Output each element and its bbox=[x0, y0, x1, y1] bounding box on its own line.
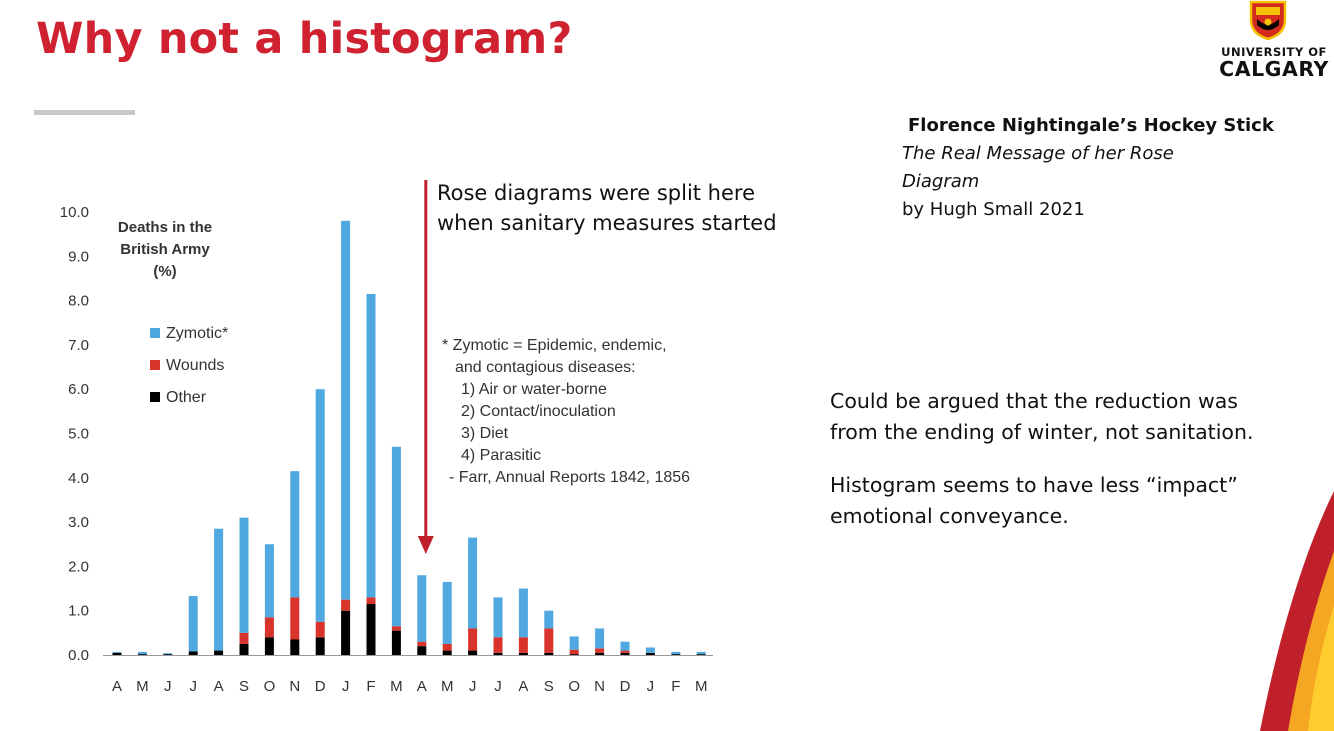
x-tick-label: A bbox=[213, 678, 224, 695]
reference-title: Florence Nightingale’s Hockey Stick bbox=[908, 115, 1274, 136]
bar-zymotic-6 bbox=[265, 544, 274, 617]
university-logo bbox=[1210, 0, 1328, 90]
bar-wounds-10 bbox=[367, 597, 376, 604]
bar-other-14 bbox=[468, 651, 477, 655]
chart-legend bbox=[150, 325, 228, 406]
bar-other-22 bbox=[671, 654, 680, 655]
bar-zymotic-13 bbox=[443, 582, 452, 644]
y-tick-label: 8.0 bbox=[68, 292, 89, 310]
y-tick-label: 3.0 bbox=[68, 514, 89, 532]
bar-wounds-7 bbox=[290, 597, 299, 639]
x-tick-label: A bbox=[518, 678, 529, 695]
bar-other-1 bbox=[138, 654, 147, 655]
bar-wounds-18 bbox=[570, 650, 579, 654]
x-tick-label: J bbox=[189, 678, 197, 695]
logo-line-2: CALGARY bbox=[1219, 57, 1329, 81]
y-tick-label: 4.0 bbox=[68, 469, 89, 487]
bar-wounds-6 bbox=[265, 617, 274, 637]
bar-zymotic-10 bbox=[367, 294, 376, 597]
bar-wounds-12 bbox=[417, 642, 426, 646]
annotation-line: when sanitary measures started bbox=[437, 211, 777, 235]
x-tick-label: J bbox=[164, 678, 172, 695]
bar-other-5 bbox=[240, 644, 249, 655]
x-tick-label: A bbox=[416, 678, 427, 695]
bar-other-10 bbox=[367, 604, 376, 655]
x-tick-label: M bbox=[440, 678, 454, 695]
footnote-line: 3) Diet bbox=[461, 425, 509, 442]
chart-bars bbox=[113, 221, 706, 655]
y-axis bbox=[60, 204, 89, 664]
corner-flame-graphic bbox=[1200, 431, 1334, 731]
bar-other-4 bbox=[214, 651, 223, 655]
x-tick-label: N bbox=[289, 678, 301, 695]
reference-block bbox=[902, 112, 1274, 224]
bar-other-7 bbox=[290, 639, 299, 655]
bar-wounds-11 bbox=[392, 626, 401, 630]
bar-zymotic-22 bbox=[671, 652, 680, 654]
bar-wounds-16 bbox=[519, 637, 528, 653]
bar-zymotic-23 bbox=[697, 652, 706, 654]
bar-wounds-9 bbox=[341, 600, 350, 611]
y-tick-label: 5.0 bbox=[68, 425, 89, 443]
bar-wounds-20 bbox=[621, 651, 630, 653]
crest-icon bbox=[1248, 0, 1288, 40]
chart-title-line-2: British Army bbox=[120, 241, 210, 258]
legend-swatch bbox=[150, 360, 160, 370]
bar-zymotic-16 bbox=[519, 589, 528, 638]
x-tick-label: A bbox=[111, 678, 123, 695]
x-tick-label: J bbox=[646, 678, 655, 695]
x-tick-label: M bbox=[694, 678, 708, 695]
bar-other-11 bbox=[392, 631, 401, 655]
y-tick-label: 6.0 bbox=[68, 381, 89, 399]
x-axis-ticks bbox=[112, 678, 707, 695]
x-tick-label: J bbox=[468, 678, 477, 695]
chart-title bbox=[118, 219, 212, 280]
bar-zymotic-5 bbox=[240, 518, 249, 633]
footnote-line: and contagious diseases: bbox=[455, 359, 636, 376]
bar-wounds-19 bbox=[595, 648, 604, 652]
bar-other-17 bbox=[544, 653, 553, 655]
bar-zymotic-19 bbox=[595, 628, 604, 648]
legend-label: Other bbox=[166, 389, 207, 406]
bar-zymotic-0 bbox=[113, 652, 122, 653]
bar-zymotic-12 bbox=[417, 575, 426, 641]
x-tick-label: J bbox=[494, 678, 502, 695]
bar-wounds-15 bbox=[494, 637, 503, 653]
bar-other-13 bbox=[443, 651, 452, 655]
chart-title-line-3: (%) bbox=[153, 263, 177, 280]
bar-zymotic-9 bbox=[341, 221, 350, 600]
bar-other-15 bbox=[494, 653, 503, 655]
bar-other-0 bbox=[113, 653, 122, 655]
bar-other-6 bbox=[265, 637, 274, 655]
paragraph-1: Could be argued that the reduction was from the ending of winter, not sanitation. bbox=[830, 389, 1254, 444]
x-tick-label: D bbox=[314, 678, 326, 695]
y-tick-label: 0.0 bbox=[68, 647, 89, 664]
x-tick-label: J bbox=[341, 678, 350, 695]
y-tick-label: 9.0 bbox=[68, 248, 89, 266]
bar-zymotic-17 bbox=[544, 611, 553, 629]
bar-other-19 bbox=[595, 653, 604, 655]
y-tick-label: 10.0 bbox=[59, 204, 89, 221]
bar-zymotic-1 bbox=[138, 652, 147, 654]
footnote-line: - Farr, Annual Reports 1842, 1856 bbox=[449, 469, 691, 486]
bar-zymotic-21 bbox=[646, 647, 655, 652]
bar-zymotic-18 bbox=[570, 636, 579, 649]
bar-wounds-13 bbox=[443, 644, 452, 651]
footnote-line: 2) Contact/inoculation bbox=[461, 403, 616, 420]
bar-other-18 bbox=[570, 654, 579, 655]
bar-zymotic-7 bbox=[290, 471, 299, 597]
legend-label: Zymotic* bbox=[166, 325, 229, 342]
bar-other-2 bbox=[163, 654, 172, 655]
bar-other-20 bbox=[621, 653, 630, 655]
footnote-line: 1) Air or water-borne bbox=[461, 381, 607, 398]
bar-wounds-17 bbox=[544, 628, 553, 652]
reference-subtitle-1: The Real Message of her Rose bbox=[902, 143, 1174, 164]
bar-wounds-5 bbox=[240, 633, 249, 644]
y-tick-label: 1.0 bbox=[68, 602, 89, 620]
bar-zymotic-2 bbox=[163, 653, 172, 654]
bar-zymotic-11 bbox=[392, 447, 401, 626]
bar-wounds-8 bbox=[316, 622, 325, 638]
bar-other-21 bbox=[646, 653, 655, 655]
bar-other-23 bbox=[697, 654, 706, 655]
reference-subtitle-2: Diagram bbox=[902, 171, 980, 192]
x-tick-label: S bbox=[543, 678, 554, 695]
bar-zymotic-8 bbox=[316, 389, 325, 622]
x-tick-label: N bbox=[594, 678, 606, 695]
bar-other-12 bbox=[417, 646, 426, 655]
y-tick-label: 2.0 bbox=[68, 558, 89, 576]
bar-other-3 bbox=[189, 651, 198, 655]
slide-title: Why not a histogram? bbox=[36, 14, 573, 64]
x-tick-label: F bbox=[671, 678, 681, 695]
bar-other-16 bbox=[519, 653, 528, 655]
bar-zymotic-4 bbox=[214, 529, 223, 651]
bar-zymotic-3 bbox=[189, 596, 198, 651]
x-tick-label: M bbox=[390, 678, 403, 695]
x-tick-label: M bbox=[136, 678, 149, 695]
x-tick-label: D bbox=[619, 678, 631, 695]
chart-title-line-1: Deaths in the bbox=[117, 219, 213, 236]
legend-swatch bbox=[150, 328, 160, 338]
bar-wounds-14 bbox=[468, 628, 477, 650]
y-tick-label: 7.0 bbox=[68, 336, 89, 354]
x-tick-label: S bbox=[238, 678, 250, 695]
bar-other-9 bbox=[341, 611, 350, 655]
footnote-line: 4) Parasitic bbox=[461, 447, 542, 464]
bar-zymotic-20 bbox=[621, 642, 630, 651]
annotation-line: Rose diagrams were split here bbox=[437, 181, 756, 205]
x-tick-label: F bbox=[366, 678, 376, 695]
paragraph-2: Histogram seems to have less “impact” emotional conveyance. bbox=[830, 473, 1238, 528]
bar-zymotic-14 bbox=[468, 538, 477, 629]
x-tick-label: O bbox=[568, 678, 581, 695]
zymotic-footnote bbox=[442, 337, 690, 486]
legend-label: Wounds bbox=[166, 357, 225, 374]
annotation-arrow-head bbox=[418, 536, 434, 554]
bar-zymotic-15 bbox=[494, 597, 503, 637]
logo-line-1: UNIVERSITY OF bbox=[1221, 45, 1327, 59]
x-tick-label: O bbox=[263, 678, 276, 695]
legend-swatch bbox=[150, 392, 160, 402]
bar-other-8 bbox=[316, 637, 325, 655]
footnote-line: * Zymotic = Epidemic, endemic, bbox=[442, 337, 667, 354]
reference-byline: by Hugh Small 2021 bbox=[902, 199, 1085, 220]
